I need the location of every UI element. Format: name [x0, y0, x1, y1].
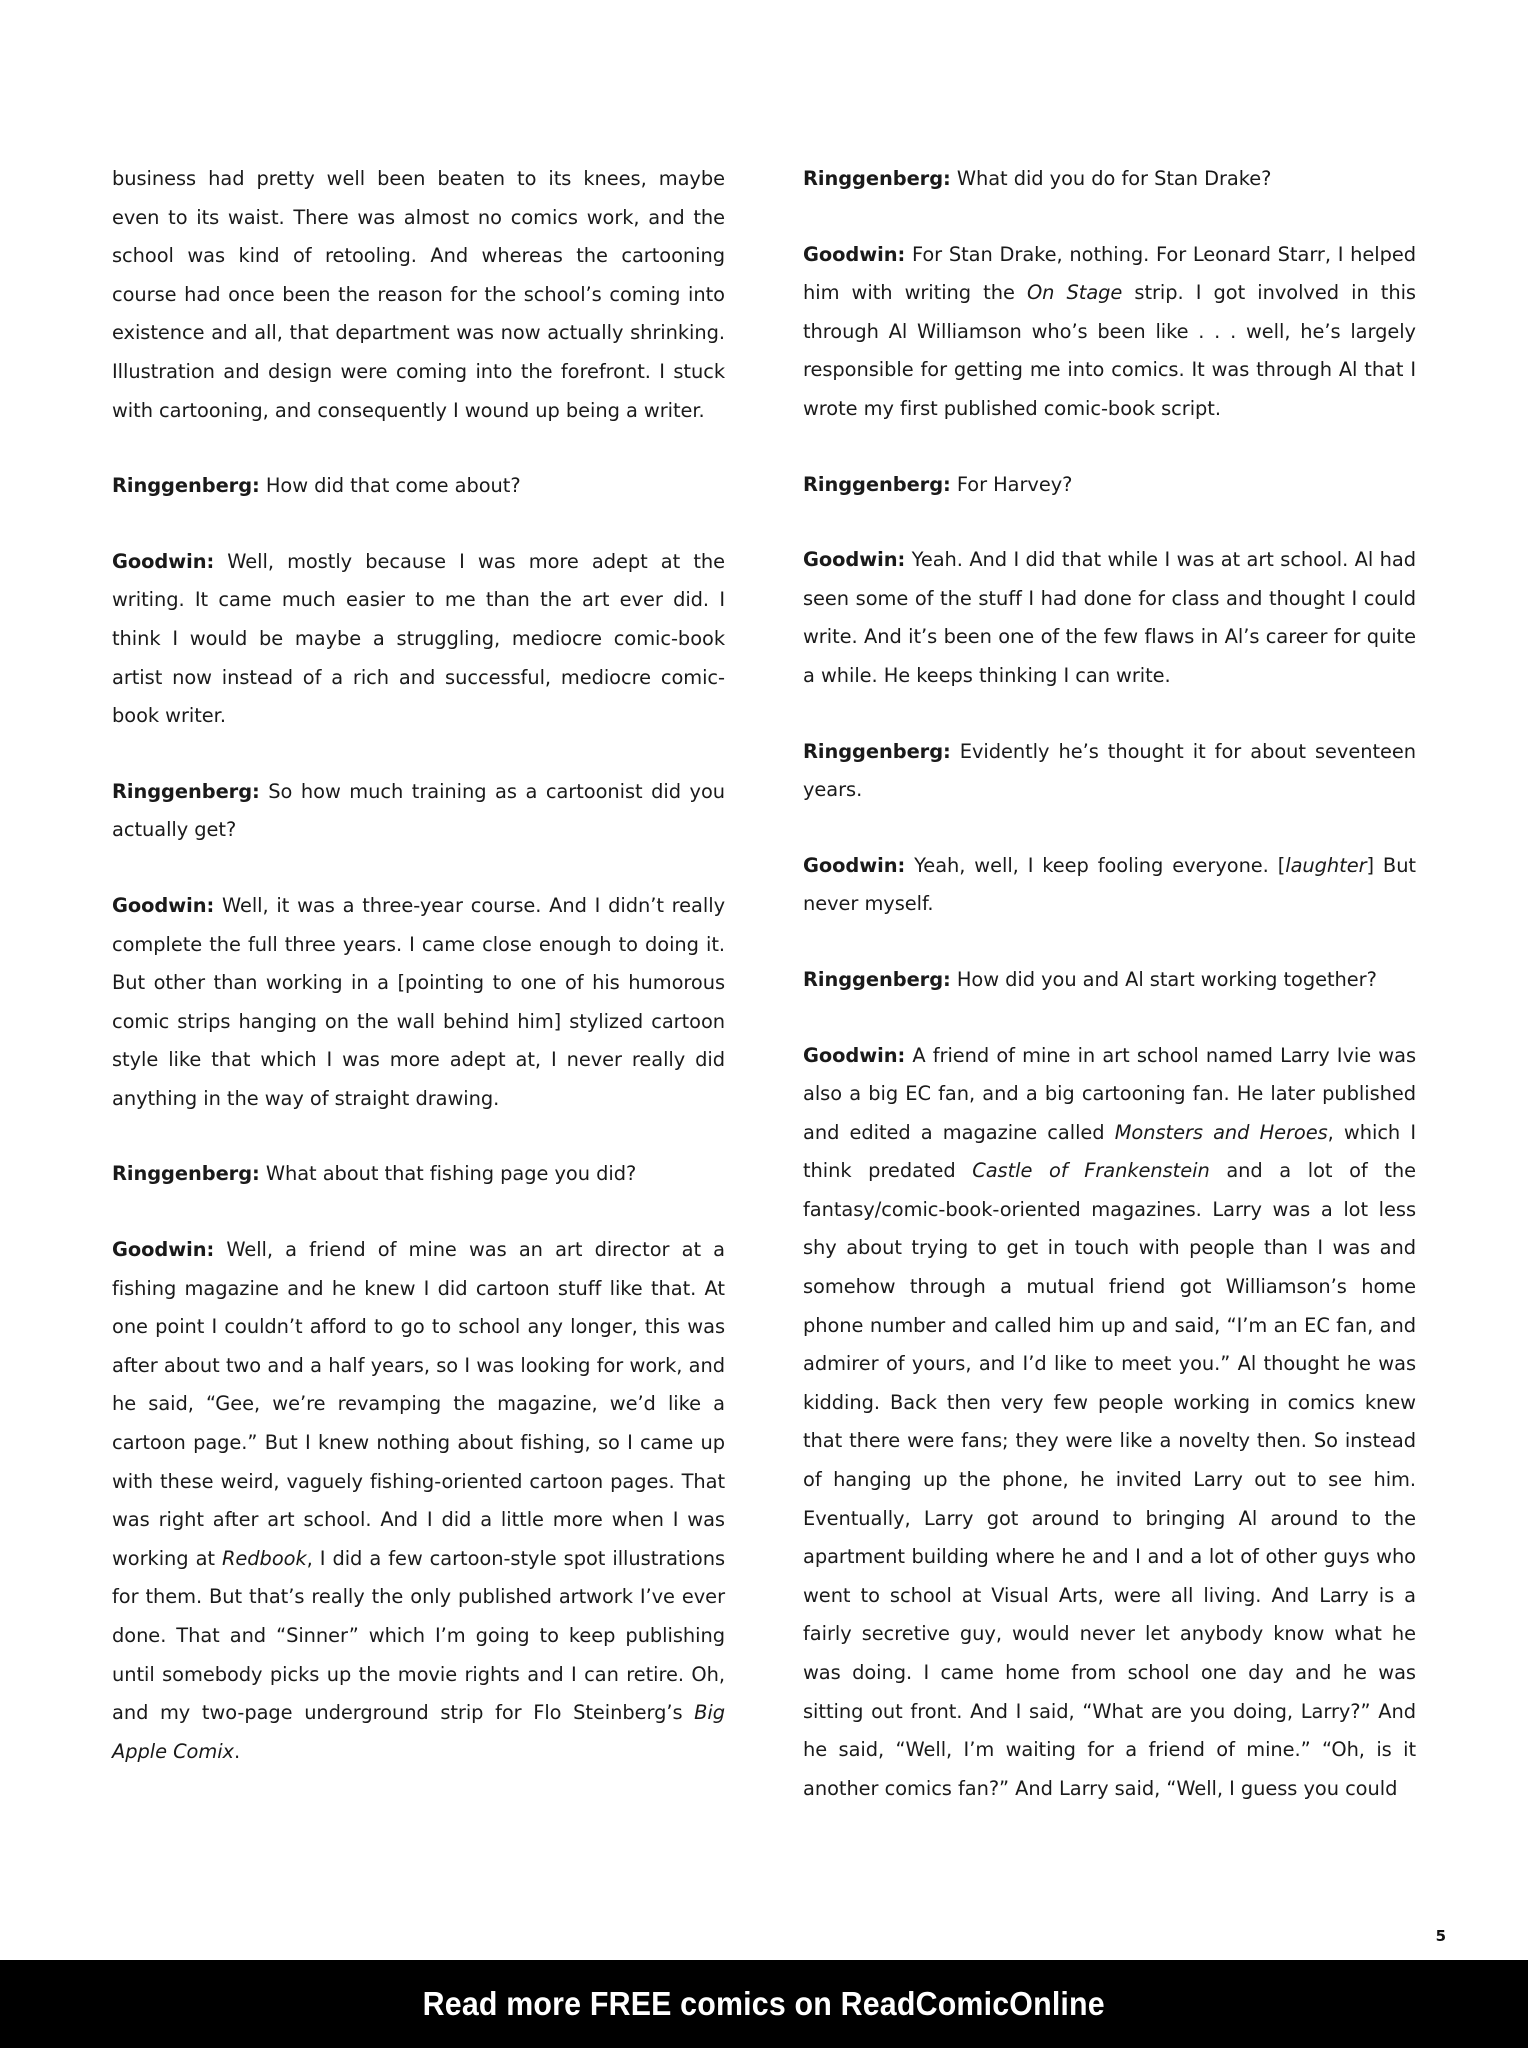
body-text: How did that come about?	[259, 474, 521, 498]
speaker-name: Ringgenberg:	[112, 474, 260, 498]
italic-title: Castle of Frankenstein	[972, 1159, 1210, 1183]
paragraph-answer	[112, 543, 725, 736]
speaker-name: Ringgenberg:	[112, 779, 260, 803]
body-text: What did you do for Stan Drake?	[950, 167, 1272, 190]
italic-title: On Stage	[1026, 281, 1123, 305]
paragraph-answer	[803, 847, 1416, 924]
italic-title: laughter	[1285, 853, 1367, 877]
paragraph-answer	[112, 1231, 725, 1771]
body-text: Well, mostly because I was more adept at the writing. It came much easier to me than the art ever did. I think I would be maybe a struggling, mediocre comic-book artist now instead of a rich and successful, mediocre comic-book writer.	[112, 549, 725, 728]
left-text-column	[112, 160, 725, 1860]
body-text: For Stan Drake, nothing. For Leonard Starr, I helped him with writing the	[803, 242, 1416, 305]
speaker-name: Goodwin:	[803, 548, 906, 572]
paragraph-answer	[803, 1037, 1416, 1809]
right-text-column	[803, 160, 1416, 1860]
body-text: business had pretty well been beaten to its knees, maybe even to its waist. There was almost no comics work, and the school was kind of retooling. And whereas the cartooning course had once been the reason for the school’s coming into existence and all, that department was now actually shrinking. Illustration and design were coming into the forefront. I stuck with cartooning, and consequently I wound up being a writer.	[112, 167, 725, 422]
body-text: .	[233, 1739, 241, 1763]
paragraph-question	[803, 466, 1416, 505]
speaker-name: Ringgenberg:	[803, 739, 951, 763]
body-text: ] But never myself.	[803, 853, 1416, 916]
speaker-name: Goodwin:	[803, 242, 906, 266]
italic-title: Redbook	[222, 1546, 307, 1570]
body-text: Well, it was a three-year course. And I didn’t really complete the full three years. I came close enough to doing it. But other than working in a [pointing to one of his humorous comic strips hanging on the wall behind him] stylized cartoon style like that which I was more adept at, I never really did anything in the way of straight drawing.	[112, 893, 725, 1110]
body-text: , I did a few cartoon-style spot illustrations for them. But that’s really the only published artwork I’ve ever done. That and “Sinner” which I’m going to keep publishing until somebody picks up the movie rights and I can retire. Oh, and my two-page underground strip for Flo Steinberg’s	[112, 1546, 725, 1725]
paragraph-answer	[112, 887, 725, 1119]
body-text: What about that fishing page you did?	[259, 1162, 637, 1186]
body-text: , which I think predated	[803, 1120, 1416, 1183]
speaker-name: Goodwin:	[112, 1238, 215, 1262]
body-text: Yeah, well, I keep fooling everyone. [	[905, 853, 1286, 877]
paragraph-question	[803, 160, 1416, 199]
body-text: strip. I got involved in this through Al Williamson who’s been like . . . well, he’s largely responsible for getting me into comics. It was through Al that I wrote my first published comic-book script.	[803, 281, 1416, 420]
paragraph-answer	[803, 541, 1416, 695]
speaker-name: Goodwin:	[803, 1043, 906, 1067]
paragraph-answer	[803, 236, 1416, 429]
italic-title: Big Apple Comix	[112, 1701, 725, 1763]
paragraph-question	[803, 733, 1416, 810]
footer-banner-label: Read more FREE comics on ReadComicOnline	[422, 1985, 1106, 2022]
speaker-name: Ringgenberg:	[803, 967, 951, 991]
speaker-name: Goodwin:	[803, 853, 906, 877]
speaker-name: Ringgenberg:	[112, 1162, 260, 1186]
paragraph-question	[803, 961, 1416, 1000]
italic-title: Monsters and Heroes	[1114, 1120, 1328, 1144]
speaker-name: Goodwin:	[112, 893, 215, 917]
body-text: Yeah. And I did that while I was at art school. Al had seen some of the stuff I had done for class and thought I could write. And it’s been one of the few flaws in Al’s career for quite a while. He keeps thinking I can write.	[803, 548, 1416, 687]
body-text: A friend of mine in art school named Larry Ivie was also a big EC fan, and a big cartooning fan. He later published and edited a magazine called	[803, 1043, 1416, 1144]
two-column-body	[112, 160, 1416, 1860]
paragraph-question	[112, 1155, 725, 1194]
body-text: and a lot of the fantasy/comic-book-oriented magazines. Larry was a lot less shy about trying to get in touch with people than I was and somehow through a mutual friend got Williamson’s home phone number and called him up and said, “I’m an EC fan, and admirer of yours, and I’d like to meet you.” Al thought he was kidding. Back then very few people working in comics knew that there were fans; they were like a novelty then. So instead of hanging up the phone, he invited Larry out to see him. Eventually, Larry got around to bringing Al around to the apartment building where he and I and a lot of other guys who went to school at Visual Arts, were all living. And Larry is a fairly secretive guy, would never let anybody know what he was doing. I came home from school one day and he was sitting out front. And I said, “What are you doing, Larry?” And he said, “Well, I’m waiting for a friend of mine.” “Oh, is it another comics fan?” And Larry said, “Well, I guess you could	[803, 1159, 1416, 1800]
paragraph-question	[112, 773, 725, 850]
page-number: 5	[1435, 1927, 1446, 1945]
speaker-name: Ringgenberg:	[803, 472, 951, 496]
speaker-name: Ringgenberg:	[803, 167, 951, 190]
body-text: How did you and Al start working together?	[950, 967, 1377, 991]
body-text: Well, a friend of mine was an art director at a fishing magazine and he knew I did cartoon stuff like that. At one point I couldn’t afford to go to school any longer, this was after about two and a half years, so I was looking for work, and he said, “Gee, we’re revamping the magazine, we’d like a cartoon page.” But I knew nothing about fishing, so I came up with these weird, vaguely fishing-oriented cartoon pages. That was right after art school. And I did a little more when I was working at	[112, 1238, 725, 1570]
paragraph-continuation	[112, 160, 725, 430]
body-text: For Harvey?	[950, 472, 1073, 496]
paragraph-question	[112, 467, 725, 506]
body-text: So how much training as a cartoonist did you actually get?	[112, 779, 725, 842]
footer-banner	[0, 1960, 1528, 2048]
speaker-name: Goodwin:	[112, 549, 215, 573]
body-text: Evidently he’s thought it for about seventeen years.	[803, 739, 1416, 802]
